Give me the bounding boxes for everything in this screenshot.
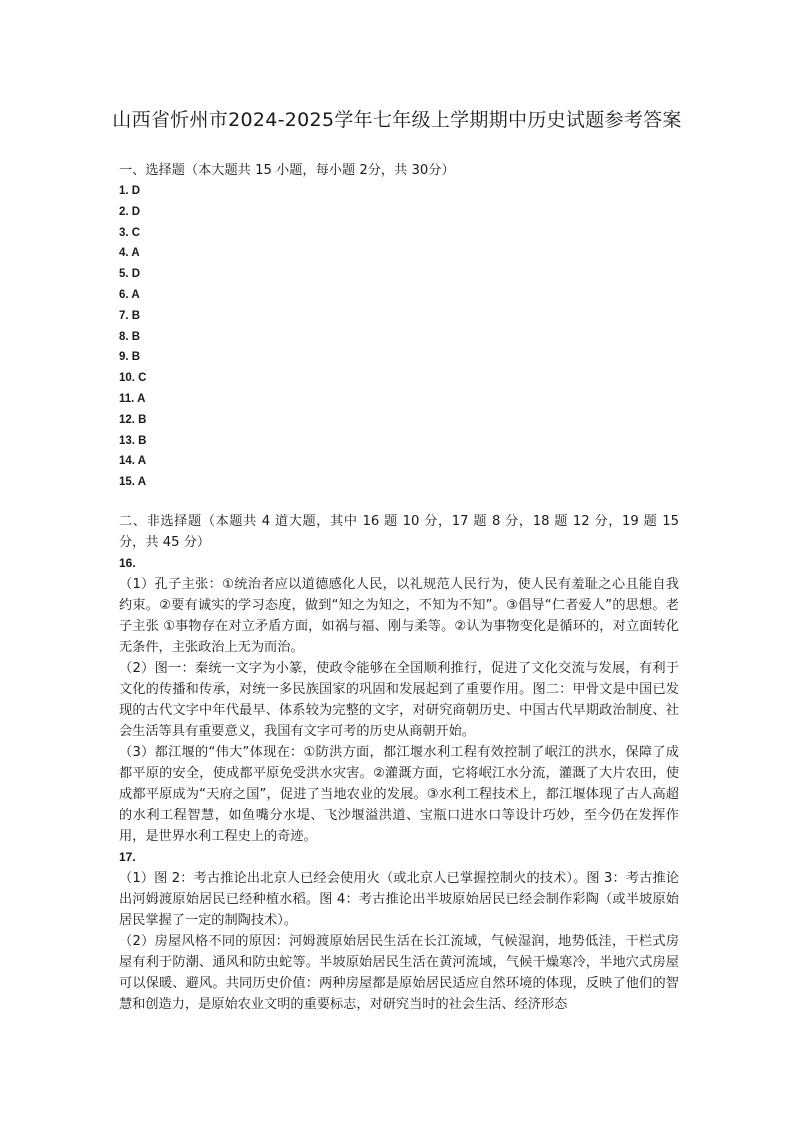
answer-item: 11. A <box>119 392 146 405</box>
answer-item: 6. A <box>119 288 140 301</box>
answer-item: 2. D <box>119 205 141 218</box>
answer-item: 4. A <box>119 247 140 260</box>
answer-item: 13. B <box>119 434 147 447</box>
question-16-part-3: （3）都江堰的“伟大”体现在：①防洪方面，都江堰水利工程有效控制了岷江的洪水，保障了成都平原的安全，使成都平原免受洪水灾害。②灌溉方面，它将岷江水分流，灌溉了大片农田，使成都平原成为“天府之国”，促进了当地农业的发展。③水利工程技术上，都江堰体现了古人高超的水利工程智慧，如鱼嘴分水堤、飞沙堰溢洪道、宝瓶口进水口等设计巧妙，至今仍在发挥作用，是世界水利工程史上的奇迹。 <box>119 744 679 844</box>
answer-list <box>119 181 679 493</box>
answer-item: 14. A <box>119 455 147 468</box>
question-17-part-2: （2）房屋风格不同的原因：河姆渡原始居民生活在长江流域，气候湿润，地势低洼，干栏式房屋有利于防潮、通风和防虫蛇等。半坡原始居民生活在黄河流域，气候干燥寒冷，半地穴式房屋可以保暖、避风。共同历史价值：两种房屋都是原始居民适应自然环境的体现，反映了他们的智慧和创造力，是原始农业文明的重要标志，对研究当时的社会生活、经济形态 <box>119 933 679 1012</box>
document-body <box>119 160 679 1015</box>
answer-item: 3. C <box>119 226 141 239</box>
answer-item: 1. D <box>119 185 141 197</box>
answer-item: 10. C <box>119 372 147 385</box>
question-17-number: 17. <box>119 849 136 864</box>
question-16-part-1: （1）孔子主张：①统治者应以道德感化人民，以礼规范人民行为，使人民有羞耻之心且能自我约束。②要有诚实的学习态度，做到“知之为知之，不知为不知”。③倡导“仁者爱人”的思想。老子主张 ①事物存在对立矛盾方面，如祸与福、刚与柔等。②认为事物变化是循环的，对立面转化无条件，主张政治上无为而治。 <box>119 576 679 655</box>
section-2-heading: 二、非选择题（本题共 4 道大题，其中 16 题 10 分，17 题 8 分，18 题 12 分，19 题 15 分，共 45 分） <box>119 513 679 550</box>
question-16-part-2: （2）图一：秦统一文字为小篆，使政令能够在全国顺利推行，促进了文化交流与发展，有利于文化的传播和传承，对统一多民族国家的巩固和发展起到了重要作用。图二：甲骨文是中国已发现的古代文字中年代最早、体系较为完整的文字，对研究商朝历史、中国古代早期政治制度、社会生活等具有重要意义，我国有文字可考的历史从商朝开始。 <box>119 660 679 739</box>
section-spacer <box>119 493 679 511</box>
answer-item: 5. D <box>119 268 141 281</box>
question-17-part-1: （1）图 2：考古推论出北京人已经会使用火（或北京人已掌握控制火的技术）。图 3：考古推论出河姆渡原始居民已经种植水稻。图 4：考古推论出半坡原始居民已经会制作彩陶（或半坡原始居民掌握了一定的制陶技术）。 <box>119 870 679 928</box>
question-16-number: 16. <box>119 555 136 570</box>
answer-item: 15. A <box>119 476 147 489</box>
answer-item: 12. B <box>119 413 147 426</box>
answer-item: 9. B <box>119 351 141 364</box>
document-title: 山西省忻州市2024-2025学年七年级上学期期中历史试题参考答案 <box>112 109 682 131</box>
answer-item: 7. B <box>119 309 141 322</box>
section-1-heading: 一、选择题（本大题共 15 小题，每小题 2分，共 30分） <box>119 163 455 178</box>
answer-item: 8. B <box>119 330 141 343</box>
